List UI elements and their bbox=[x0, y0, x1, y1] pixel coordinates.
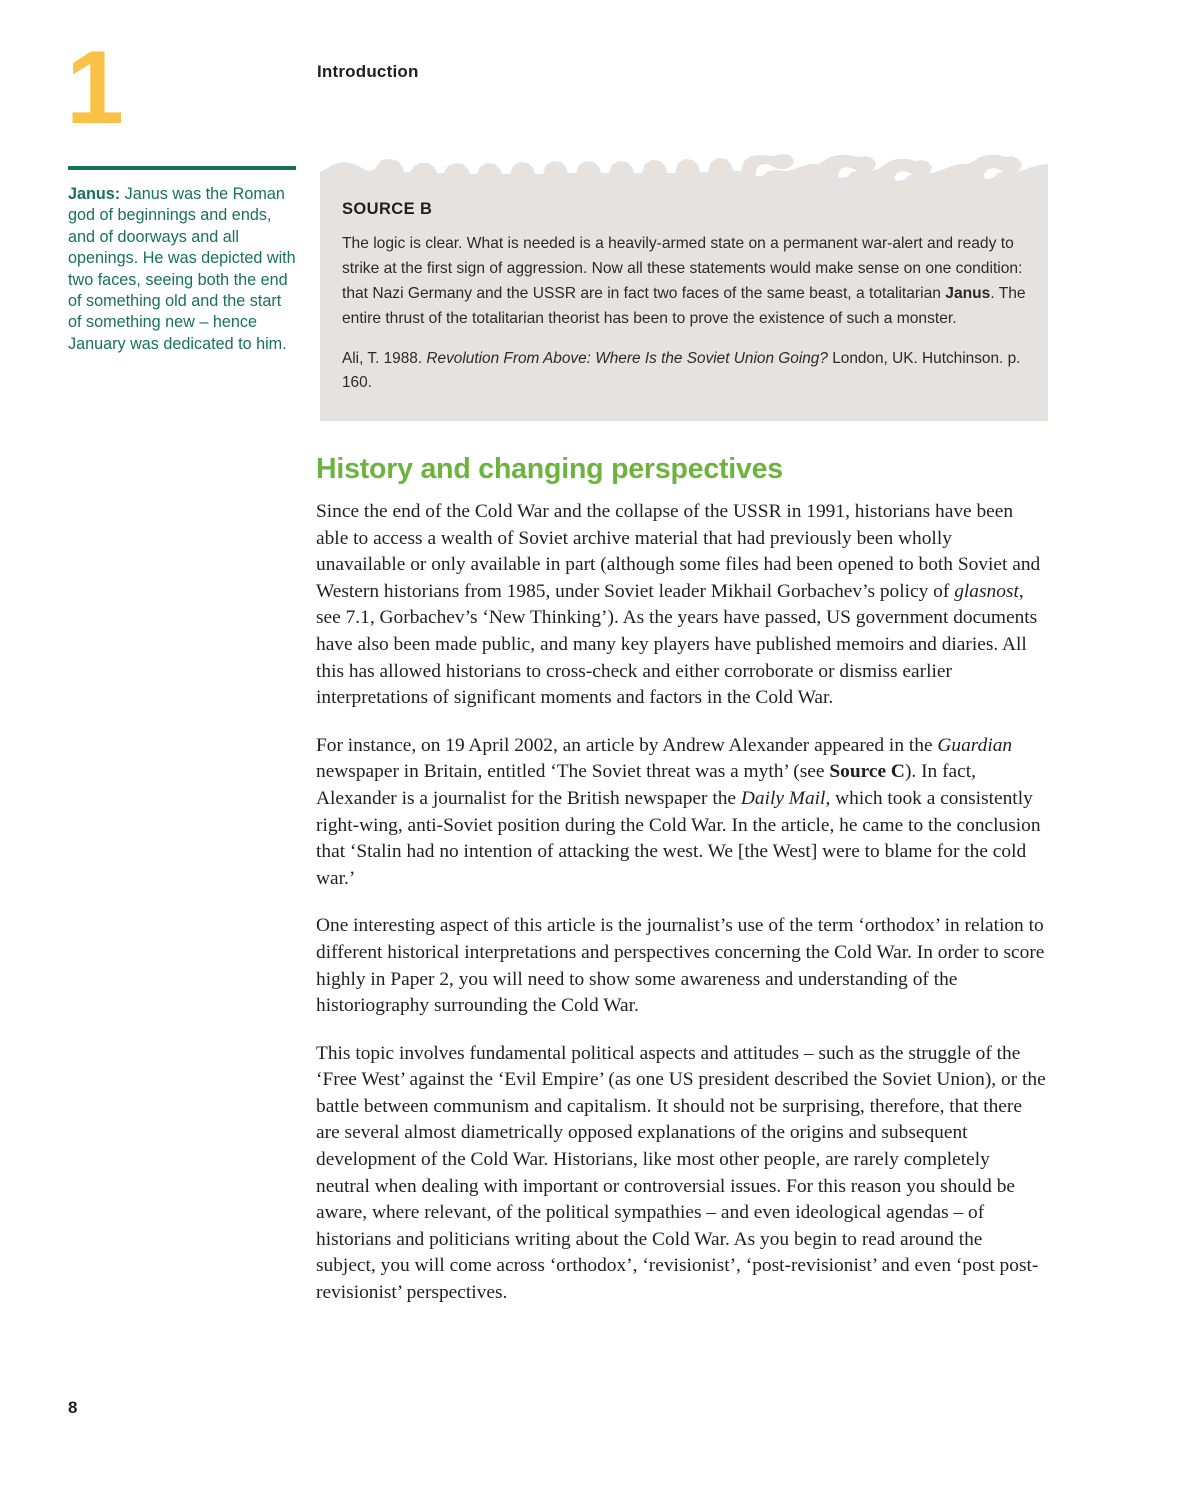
glossary-definition: Janus was the Roman god of beginnings and ends, and of doorways and all openings. He was depicted with two faces, seeing both the end of something old and the start of something new – hence January was dedicated to him. bbox=[68, 185, 296, 353]
paragraph-2-text-c: ). In fact, Alexander is a journalist for the British newspaper the bbox=[316, 761, 976, 809]
body-paragraph-4: This topic involves fundamental political aspects and attitudes – such as the struggle of the ‘Free West’ against the ‘Evil Empire’ (as one US president described the Soviet Union), or the battle between communism and capitalism. It should not be surprising, therefore, that there are several almost diametrically opposed explanations of the origins and subsequent development of the Cold War. Historians, like most other people, are rarely completely neutral when dealing with important or controversial issues. For this reason you should be aware, where relevant, of the political sympathies – and even ideological agendas – of historians and politicians writing about the Cold War. As you begin to read around the subject, you will come across ‘orthodox’, ‘revisionist’, ‘post-revisionist’ and even ‘post post-revisionist’ perspectives. bbox=[316, 1042, 1046, 1304]
source-label: SOURCE B bbox=[342, 200, 433, 218]
sidebar-divider bbox=[68, 166, 296, 170]
body-paragraph-3: One interesting aspect of this article is the journalist’s use of the term ‘orthodox’ in relation to different historical interpretations and perspectives concerning the Cold War. In order to score highly in Paper 2, you will need to show some awareness and understanding of the historiography surrounding the Cold War. bbox=[316, 915, 1045, 1017]
citation-publisher: London, UK. Hutchinson. p. 160. bbox=[342, 350, 1021, 391]
source-quote bbox=[342, 231, 1026, 331]
chapter-number: 1 bbox=[66, 30, 122, 146]
body-paragraph-1 bbox=[316, 499, 1046, 712]
paragraph-1-text-a: Since the end of the Cold War and the collapse of the USSR in 1991, historians have been able to access a wealth of Soviet archive material that had previously been wholly unavailable or only available in part (although some files had been opened to both Soviet and Western historians from 1985, under Soviet leader Mikhail Gorbachev’s policy of bbox=[316, 501, 1041, 602]
source-quote-part2: . The entire thrust of the totalitarian theorist has been to prove the existence of such a monster. bbox=[342, 285, 1026, 327]
paragraph-2-text-d: , which took a consistently right-wing, anti-Soviet position during the Cold War. In the article, he came to the conclusion that ‘Stalin had no intention of attacking the west. We [the West] were to blame for the cold war.’ bbox=[316, 787, 1041, 889]
glossary-term: Janus: bbox=[68, 185, 121, 203]
page-number: 8 bbox=[68, 1398, 78, 1417]
paragraph-2-text-a: For instance, on 19 April 2002, an article by Andrew Alexander appeared in the bbox=[316, 734, 938, 756]
source-quote-part1: The logic is clear. What is needed is a heavily-armed state on a permanent war-alert and ready to strike at the first sign of aggression. Now all these statements would make sense on one condition: that Nazi Germany and the USSR are in fact two faces of the same beast, a totalitarian bbox=[342, 235, 1023, 302]
source-box bbox=[320, 152, 1048, 421]
glossary-entry bbox=[68, 184, 296, 355]
source-box-body bbox=[320, 182, 1048, 421]
paragraph-2-italic-dailymail: Daily Mail bbox=[740, 787, 826, 809]
source-citation bbox=[342, 347, 1026, 395]
paragraph-1-text-b: , see 7.1, Gorbachev’s ‘New Thinking’). As the years have passed, US government documents have also been made public, and many key players have published memoirs and diaries. All this has allowed historians to cross-check and either corroborate or dismiss earlier interpretations of significant moments and factors in the Cold War. bbox=[316, 580, 1038, 709]
source-quote-highlight: Janus bbox=[945, 285, 991, 302]
paragraph-2-source-reference: Source C bbox=[829, 761, 905, 783]
glossary-sidebar bbox=[68, 166, 296, 355]
running-head: Introduction bbox=[317, 62, 419, 81]
main-text-column bbox=[316, 452, 1046, 1328]
body-paragraph-2 bbox=[316, 733, 1046, 893]
paragraph-2-text-b: newspaper in Britain, entitled ‘The Soviet threat was a myth’ (see bbox=[316, 761, 830, 783]
paragraph-1-italic-term: glasnost bbox=[954, 580, 1019, 602]
section-heading: History and changing perspectives bbox=[316, 453, 783, 485]
citation-title: Revolution From Above: Where Is the Soviet Union Going? bbox=[426, 350, 828, 367]
citation-author-year: Ali, T. 1988. bbox=[342, 350, 427, 367]
paragraph-2-italic-guardian: Guardian bbox=[937, 734, 1013, 756]
torn-paper-edge-icon bbox=[320, 152, 1048, 182]
